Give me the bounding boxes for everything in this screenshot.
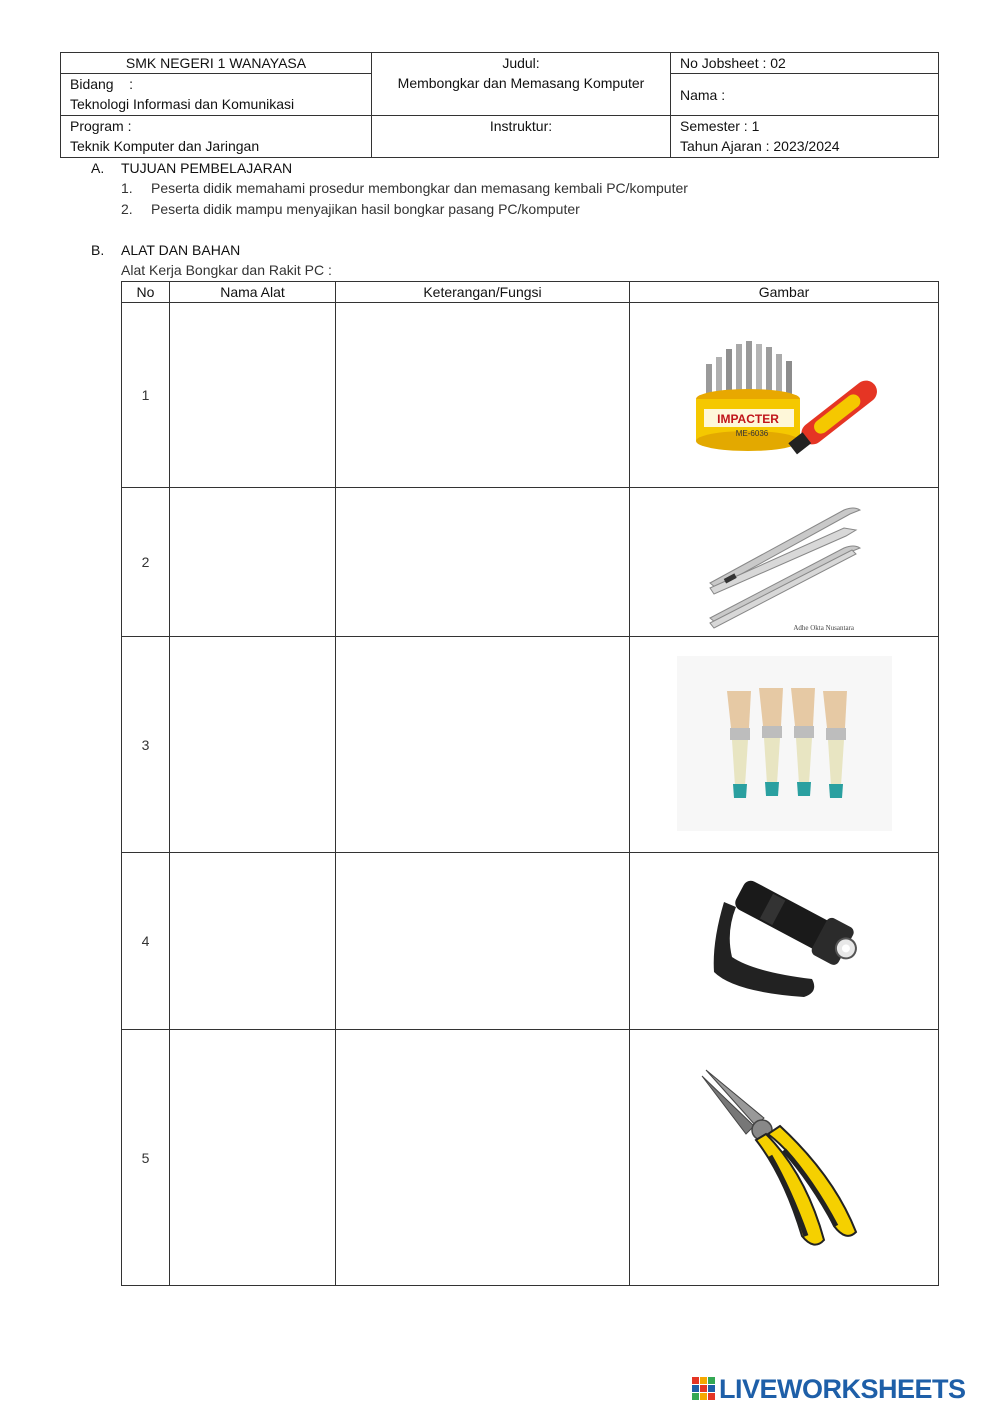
judul-cell bbox=[372, 53, 671, 116]
objective-item bbox=[121, 201, 580, 217]
keterangan-input[interactable] bbox=[336, 488, 630, 637]
screwdriver-handle-icon bbox=[786, 376, 881, 457]
col-header-keterangan: Keterangan/Fungsi bbox=[336, 282, 630, 303]
tools-table bbox=[121, 281, 939, 1286]
col-header-gambar: Gambar bbox=[630, 282, 939, 303]
objective-number: 2. bbox=[121, 201, 133, 217]
nama-alat-input[interactable] bbox=[170, 1030, 336, 1286]
objective-text: Peserta didik memahami prosedur membongkar dan memasang kembali PC/komputer bbox=[151, 180, 688, 196]
nama-alat-input[interactable] bbox=[170, 853, 336, 1030]
bidang-cell bbox=[61, 74, 372, 116]
table-row bbox=[122, 1030, 939, 1286]
nama-alat-input[interactable] bbox=[170, 303, 336, 488]
table-row bbox=[122, 853, 939, 1030]
jobsheet-number: No Jobsheet : 02 bbox=[671, 53, 939, 74]
section-a-letter: A. bbox=[91, 160, 105, 176]
table-row bbox=[122, 488, 939, 637]
image-caption: Adhe Okta Nusantara bbox=[793, 624, 854, 632]
nama-field: Nama : bbox=[671, 74, 939, 116]
keterangan-input[interactable] bbox=[336, 303, 630, 488]
table-row bbox=[122, 637, 939, 853]
section-b-title: ALAT DAN BAHAN bbox=[121, 242, 241, 258]
paint-brushes-image bbox=[630, 637, 939, 853]
bidang-label: Bidang : bbox=[70, 76, 134, 92]
flashlight-icon bbox=[714, 874, 865, 997]
row-number: 3 bbox=[122, 637, 170, 853]
keterangan-input[interactable] bbox=[336, 637, 630, 853]
row-number: 1 bbox=[122, 303, 170, 488]
brand-label: IMPACTER bbox=[717, 411, 779, 426]
liveworksheets-logo bbox=[692, 1374, 966, 1405]
semester-cell bbox=[671, 116, 939, 158]
objective-item bbox=[121, 180, 688, 196]
nama-alat-input[interactable] bbox=[170, 637, 336, 853]
pliers-icon bbox=[702, 1070, 856, 1245]
keterangan-input[interactable] bbox=[336, 1030, 630, 1286]
tweezers-icon bbox=[710, 508, 860, 628]
col-header-nama-alat: Nama Alat bbox=[170, 282, 336, 303]
section-b-letter: B. bbox=[91, 242, 105, 258]
liveworksheets-text: LIVEWORKSHEETS bbox=[719, 1374, 966, 1404]
school-name: SMK NEGERI 1 WANAYASA bbox=[61, 53, 372, 74]
bidang-value: Teknologi Informasi dan Komunikasi bbox=[70, 96, 295, 112]
program-value: Teknik Komputer dan Jaringan bbox=[70, 138, 260, 154]
program-cell bbox=[61, 116, 372, 158]
judul-value: Membongkar dan Memasang Komputer bbox=[397, 75, 645, 91]
flashlight-image bbox=[630, 853, 939, 1030]
section-a-title: TUJUAN PEMBELAJARAN bbox=[121, 160, 293, 176]
row-number: 5 bbox=[122, 1030, 170, 1286]
objective-number: 1. bbox=[121, 180, 133, 196]
liveworksheets-icon bbox=[692, 1377, 716, 1403]
row-number: 4 bbox=[122, 853, 170, 1030]
model-label: ME-6036 bbox=[735, 428, 769, 438]
instruktur-label: Instruktur: bbox=[372, 116, 671, 158]
table-row bbox=[122, 303, 939, 488]
section-b-subtitle: Alat Kerja Bongkar dan Rakit PC : bbox=[121, 262, 332, 278]
judul-label: Judul: bbox=[502, 55, 540, 71]
row-number: 2 bbox=[122, 488, 170, 637]
keterangan-input[interactable] bbox=[336, 853, 630, 1030]
screwdriver-set-image bbox=[630, 303, 939, 488]
program-label: Program : bbox=[70, 118, 132, 134]
tweezers-image bbox=[630, 488, 939, 637]
objective-text: Peserta didik mampu menyajikan hasil bongkar pasang PC/komputer bbox=[151, 201, 580, 217]
col-header-no: No bbox=[122, 282, 170, 303]
pliers-image bbox=[630, 1030, 939, 1286]
tahun-ajaran: Tahun Ajaran : 2023/2024 bbox=[680, 138, 840, 154]
nama-alat-input[interactable] bbox=[170, 488, 336, 637]
semester-value: Semester : 1 bbox=[680, 118, 760, 134]
header-table bbox=[60, 52, 939, 158]
